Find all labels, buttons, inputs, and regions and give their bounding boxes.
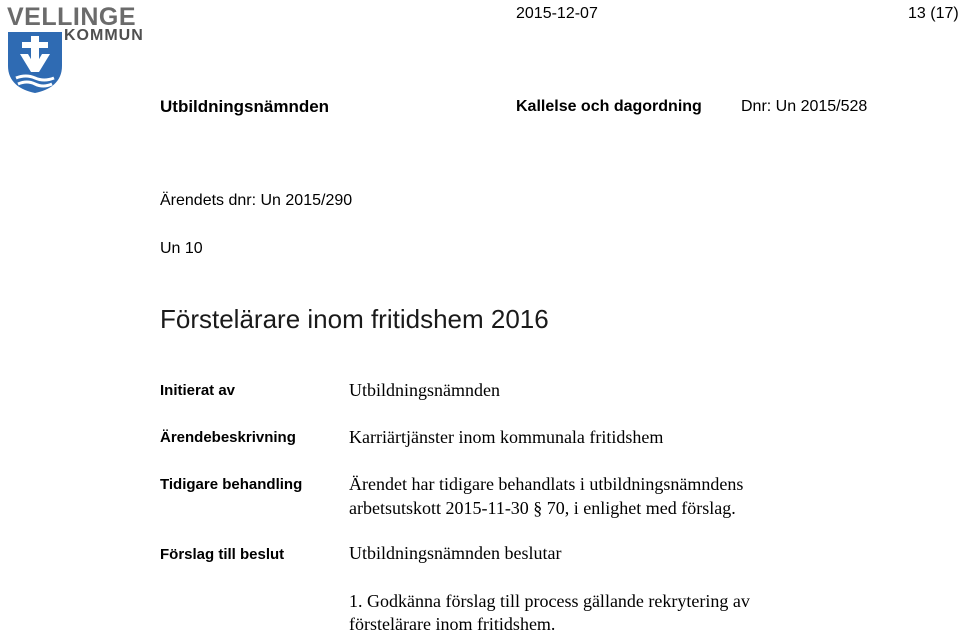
initiated-label: Initierat av xyxy=(160,382,236,399)
previous-label: Tidigare behandling xyxy=(160,476,303,493)
case-number: Un 10 xyxy=(160,240,203,257)
document-type: Kallelse och dagordning xyxy=(516,98,702,115)
previous-line-1: Ärendet har tidigare behandlats i utbildningsnämndens xyxy=(349,474,744,494)
document-date: 2015-12-07 xyxy=(516,5,598,22)
previous-line-2: arbetsutskott 2015-11-30 § 70, i enlighet med förslag. xyxy=(349,498,736,518)
page-number: 13 (17) xyxy=(908,5,959,22)
case-title: Förstelärare inom fritidshem 2016 xyxy=(160,304,549,334)
logo-wordmark: VELLINGE xyxy=(7,3,137,31)
logo-subtitle: KOMMUN xyxy=(64,27,144,44)
coat-of-arms-icon xyxy=(6,30,64,94)
board-name: Utbildningsnämnden xyxy=(160,97,330,116)
vellinge-kommun-logo xyxy=(4,3,150,93)
case-dnr: Ärendets dnr: Un 2015/290 xyxy=(160,192,353,209)
proposal-intro: Utbildningsnämnden beslutar xyxy=(349,543,562,563)
proposal-item-line-2: förstelärare inom fritidshem. xyxy=(349,614,556,634)
document-dnr: Dnr: Un 2015/528 xyxy=(741,98,868,115)
description-label: Ärendebeskrivning xyxy=(160,429,296,446)
proposal-label: Förslag till beslut xyxy=(160,546,285,563)
proposal-item-line-1: 1. Godkänna förslag till process gällande rekrytering av xyxy=(349,591,750,611)
description-value: Karriärtjänster inom kommunala fritidshem xyxy=(349,427,664,447)
initiated-value: Utbildningsnämnden xyxy=(349,380,500,400)
